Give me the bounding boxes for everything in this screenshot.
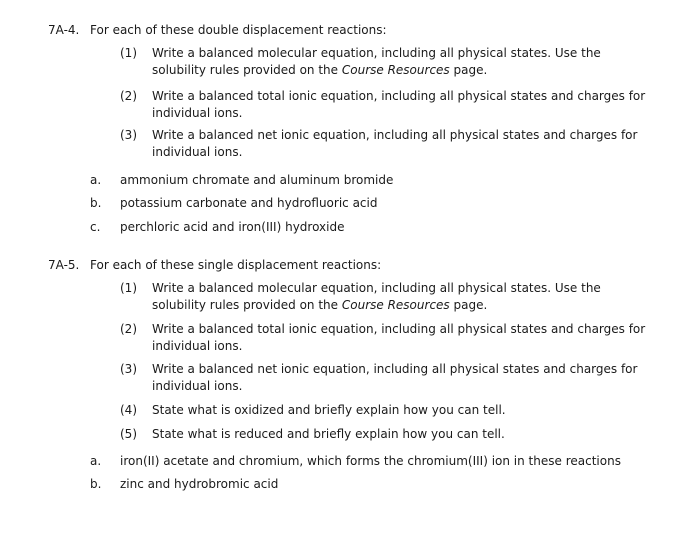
problem-number: 7A-4. bbox=[48, 23, 80, 37]
part-label: b. bbox=[90, 196, 102, 210]
part-item bbox=[90, 453, 621, 470]
instruction-number: (2) bbox=[120, 89, 137, 103]
part-text: iron(II) acetate and chromium, which forms the chromium(III) ion in these reactions bbox=[120, 454, 621, 468]
instruction-text: State what is reduced and briefly explain how you can tell. bbox=[152, 427, 505, 441]
instruction-number: (2) bbox=[120, 322, 137, 336]
instruction-text: Write a balanced total ionic equation, including all physical states and charges for individual ions. bbox=[152, 89, 646, 120]
part-text: potassium carbonate and hydrofluoric acid bbox=[120, 196, 378, 210]
problem-number: 7A-5. bbox=[48, 258, 80, 272]
instruction-text: State what is oxidized and briefly explain how you can tell. bbox=[152, 403, 506, 417]
instruction-text-part: Write a balanced molecular equation, including all physical states. Use the solubility rules provided on the bbox=[152, 281, 601, 312]
instruction-text-part: page. bbox=[449, 63, 488, 77]
instruction-text: Write a balanced net ionic equation, including all physical states and charges for individual ions. bbox=[152, 362, 638, 393]
course-resources-emphasis: Course Resources bbox=[341, 63, 450, 77]
part-text: ammonium chromate and aluminum bromide bbox=[120, 173, 394, 187]
part-label: a. bbox=[90, 454, 102, 468]
instruction-text-part: Write a balanced molecular equation, including all physical states. Use the solubility rules provided on the bbox=[152, 46, 601, 77]
instruction-number: (5) bbox=[120, 427, 137, 441]
part-label: a. bbox=[90, 173, 102, 187]
part-text: zinc and hydrobromic acid bbox=[120, 477, 279, 491]
instruction-number: (3) bbox=[120, 128, 137, 142]
instruction-text: Write a balanced net ionic equation, including all physical states and charges for individual ions. bbox=[152, 128, 638, 159]
instruction-number: (4) bbox=[120, 403, 137, 417]
instruction-text-part: page. bbox=[449, 298, 488, 312]
instruction-text bbox=[152, 45, 652, 79]
problem-heading bbox=[48, 22, 387, 39]
part-item bbox=[90, 476, 278, 493]
part-item bbox=[90, 195, 377, 212]
problem-prompt: For each of these single displacement reactions: bbox=[90, 258, 382, 272]
instruction-number: (3) bbox=[120, 362, 137, 376]
course-resources-emphasis: Course Resources bbox=[341, 298, 450, 312]
instruction-text bbox=[152, 280, 652, 314]
part-label: c. bbox=[90, 220, 101, 234]
part-item bbox=[90, 172, 393, 189]
problem-heading bbox=[48, 257, 381, 274]
part-text: perchloric acid and iron(III) hydroxide bbox=[120, 220, 345, 234]
part-label: b. bbox=[90, 477, 102, 491]
instruction-text: Write a balanced total ionic equation, including all physical states and charges for individual ions. bbox=[152, 322, 646, 353]
instruction-number: (1) bbox=[120, 281, 137, 295]
part-item bbox=[90, 219, 344, 236]
problem-prompt: For each of these double displacement reactions: bbox=[90, 23, 387, 37]
instruction-number: (1) bbox=[120, 46, 137, 60]
